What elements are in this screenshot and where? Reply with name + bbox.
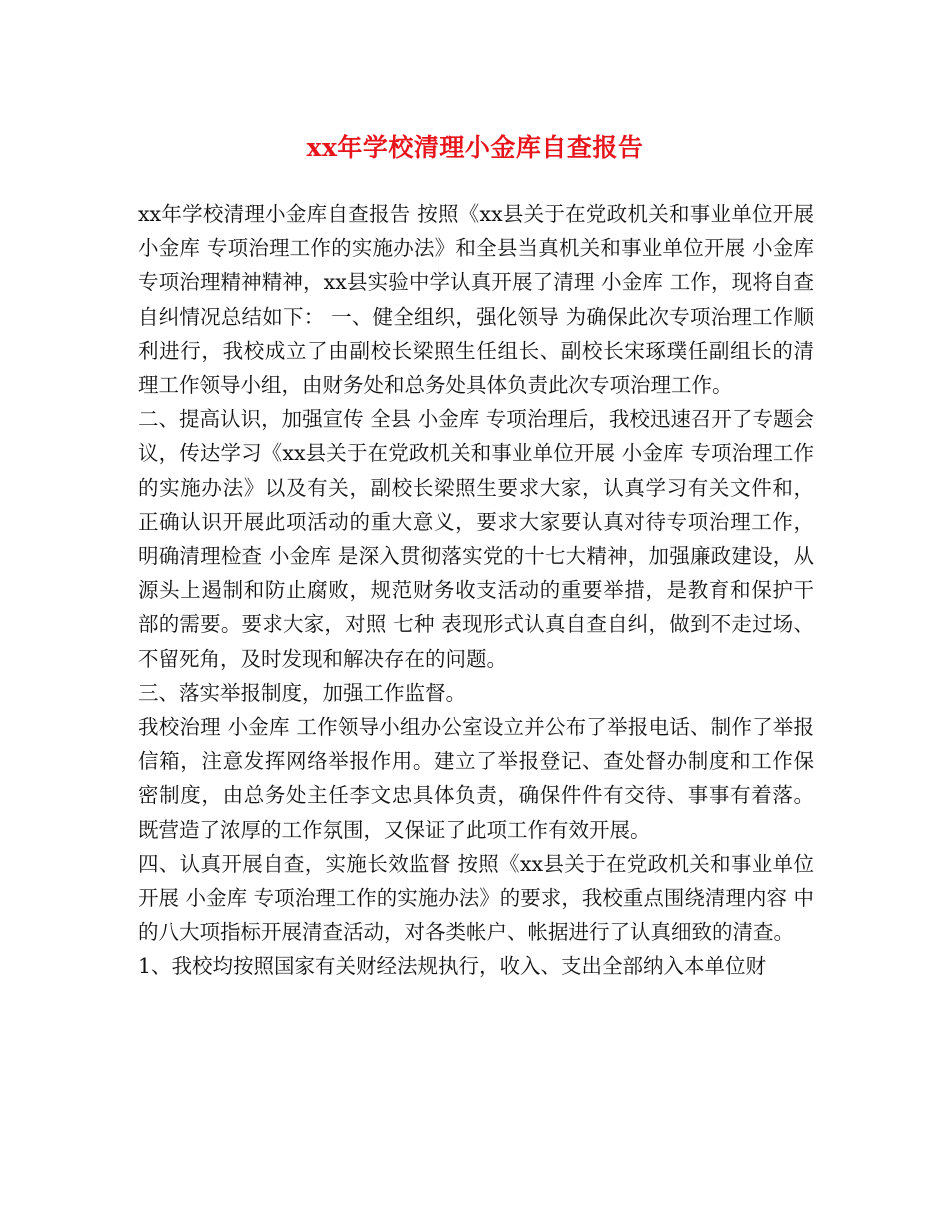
document-body	[138, 197, 814, 984]
paragraph-section-2: 二、提高认识，加强宣传 全县 小金库 专项治理后，我校迅速召开了专题会议，传达学习《xx县关于在党政机关和事业单位开展 小金库 专项治理工作的实施办法》以及有关，副校长梁照生要求大家，认真学习有关文件和，正确认识开展此项活动的重大意义，要求大家要认真对待专项治理工作，明确清理检查 小金库 是深入贯彻落实党的十七大精神，加强廉政建设，从源头上遏制和防止腐败，规范财务收支活动的重要举措，是教育和保护干部的需要。要求大家，对照 七种 表现形式认真自查自纠，做到不走过场、不留死角，及时发现和解决存在的问题。	[138, 407, 814, 671]
document-title: xx年学校清理小金库自查报告	[306, 133, 644, 162]
paragraph-section-3-heading: 三、落实举报制度，加强工作监督。	[138, 680, 466, 705]
paragraph-section-3-body: 我校治理 小金库 工作领导小组办公室设立并公布了举报电话、制作了举报信箱，注意发挥网络举报作用。建立了举报登记、查处督办制度和工作保密制度，由总务处主任李文忠具体负责，确保件件有交待、事事有着落。既营造了浓厚的工作氛围，又保证了此项工作有效开展。	[138, 715, 814, 842]
paragraph-item-1: 1、我校均按照国家有关财经法规执行，收入、支出全部纳入本单位财	[138, 954, 767, 979]
paragraph-intro: xx年学校清理小金库自查报告 按照《xx县关于在党政机关和事业单位开展 小金库 专项治理工作的实施办法》和全县当真机关和事业单位开展 小金库 专项治理精神精神，xx县实验中学认真开展了清理 小金库 工作，现将自查自纠情况总结如下： 一、健全组织，强化领导 为确保此次专项治理工作顺利进行，我校成立了由副校长梁照生任组长、副校长宋琢璞任副组长的清理工作领导小组，由财务处和总务处具体负责此次专项治理工作。	[138, 202, 814, 398]
paragraph-section-4: 四、认真开展自查，实施长效监督 按照《xx县关于在党政机关和事业单位开展 小金库 专项治理工作的实施办法》的要求，我校重点围绕清理内容 中的八大项指标开展清查活动，对各类帐户、帐据进行了认真细致的清查。	[138, 851, 814, 945]
